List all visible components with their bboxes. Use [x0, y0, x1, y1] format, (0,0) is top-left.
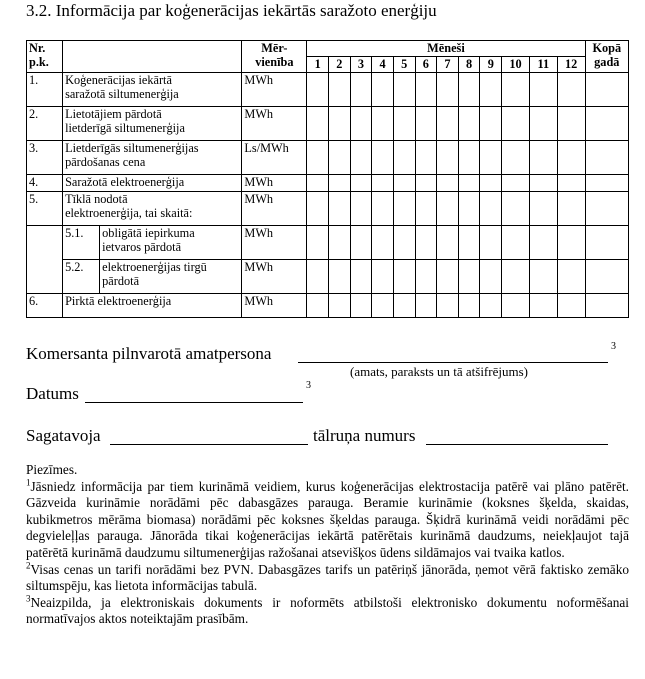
month-value-cell[interactable] [328, 192, 350, 226]
month-value-cell[interactable] [350, 192, 372, 226]
month-value-cell[interactable] [328, 226, 350, 260]
month-value-cell[interactable] [415, 192, 437, 226]
month-value-cell[interactable] [372, 260, 394, 294]
month-value-cell[interactable] [393, 107, 415, 141]
month-value-cell[interactable] [502, 73, 530, 107]
note-1: $^1$Jāsniedz informācija par tiem kurināmā veidiem, kurus koģenerācijas elektrostacija patērē vai plāno patērēt. Gāzveida kurināmie norādāmi pēc dabasgāzes parauga. Beramie kurināmie (koksnes šķelda, skaidas, kubikmetros mērāma biomasa) norādāmi pēc koksnes šķeldas parauga. Šķidrā kurināmā veidi norādāmi pēc degvieleļļas parauga. Jānorāda tikai koģenerācijas iekārtā patērētais kurināmā daudzums, neiekļaujot tajā patērētā kurināmā daudzumu siltumenerģijas ražošanai atsevišķos ūdens sildāmajos vai tvaika katlos. [26, 477, 629, 560]
month-value-cell[interactable] [350, 226, 372, 260]
month-value-cell[interactable] [502, 175, 530, 192]
month-value-cell[interactable] [350, 73, 372, 107]
month-value-cell[interactable] [480, 260, 502, 294]
month-value-cell[interactable] [415, 294, 437, 318]
row-label: elektroenerģijas tirgū pārdotā [100, 260, 242, 294]
month-value-cell[interactable] [307, 73, 329, 107]
month-value-cell[interactable] [502, 141, 530, 175]
total-value-cell[interactable] [585, 192, 628, 226]
month-value-cell[interactable] [557, 175, 585, 192]
row-unit: MWh [242, 260, 307, 294]
month-value-cell[interactable] [328, 107, 350, 141]
month-header: 6 [415, 57, 437, 73]
month-header: 9 [480, 57, 502, 73]
month-value-cell[interactable] [458, 73, 480, 107]
prepared-label: Sagatavoja [26, 426, 101, 445]
month-value-cell[interactable] [480, 192, 502, 226]
month-value-cell[interactable] [458, 107, 480, 141]
row-label: obligātā iepirkuma ietvaros pārdotā [100, 226, 242, 260]
month-value-cell[interactable] [307, 294, 329, 318]
official-hint: (amats, paraksts un tā atšifrējums) [350, 364, 528, 379]
month-value-cell[interactable] [328, 175, 350, 192]
header-months: Mēneši [307, 41, 585, 57]
month-value-cell[interactable] [393, 226, 415, 260]
month-value-cell[interactable] [307, 175, 329, 192]
month-value-cell[interactable] [557, 141, 585, 175]
month-value-cell[interactable] [393, 73, 415, 107]
month-header: 3 [350, 57, 372, 73]
month-value-cell[interactable] [480, 294, 502, 318]
row-unit: Ls/MWh [242, 141, 307, 175]
month-value-cell[interactable] [437, 141, 459, 175]
table-row [27, 294, 629, 318]
month-header: 1 [307, 57, 329, 73]
row-nr: 6. [27, 294, 63, 318]
month-value-cell[interactable] [480, 226, 502, 260]
month-value-cell[interactable] [393, 175, 415, 192]
month-header: 7 [437, 57, 459, 73]
month-value-cell[interactable] [372, 192, 394, 226]
header-total: Kopā gadā [585, 41, 628, 73]
month-value-cell[interactable] [529, 192, 557, 226]
official-label: Komersanta pilnvarotā amatpersona [26, 344, 272, 363]
notes-heading: Piezīmes. [26, 462, 78, 477]
month-value-cell[interactable] [480, 141, 502, 175]
month-value-cell[interactable] [502, 226, 530, 260]
month-header: 11 [529, 57, 557, 73]
month-value-cell[interactable] [529, 260, 557, 294]
month-value-cell[interactable] [502, 192, 530, 226]
month-header: 4 [372, 57, 394, 73]
row-nr: 2. [27, 107, 63, 141]
row-nr: 4. [27, 175, 63, 192]
month-value-cell[interactable] [350, 175, 372, 192]
month-value-cell[interactable] [372, 226, 394, 260]
total-value-cell[interactable] [585, 107, 628, 141]
row-unit: MWh [242, 294, 307, 318]
month-value-cell[interactable] [372, 73, 394, 107]
row-label: Lietotājiem pārdotā lietderīgā siltumenerģija [63, 107, 242, 141]
month-header: 12 [557, 57, 585, 73]
month-value-cell[interactable] [328, 294, 350, 318]
month-value-cell[interactable] [350, 294, 372, 318]
table-row [27, 192, 629, 226]
phone-line[interactable] [426, 444, 608, 445]
month-value-cell[interactable] [350, 107, 372, 141]
row-unit: MWh [242, 226, 307, 260]
month-value-cell[interactable] [437, 226, 459, 260]
note-3: $^3$Neaizpilda, ja elektroniskais dokuments ir noformēts atbilstoši elektronisko dokumentu noformēšanai normatīvajos aktos noteiktajām prasībām. [26, 593, 629, 627]
month-value-cell[interactable] [480, 73, 502, 107]
table-row [27, 226, 629, 260]
month-value-cell[interactable] [458, 175, 480, 192]
notes [26, 462, 629, 628]
month-value-cell[interactable] [502, 294, 530, 318]
footnote-ref: 3 [306, 380, 311, 391]
month-value-cell[interactable] [307, 260, 329, 294]
month-header: 10 [502, 57, 530, 73]
month-value-cell[interactable] [415, 141, 437, 175]
month-value-cell[interactable] [458, 294, 480, 318]
row-label: Pirktā elektroenerģija [63, 294, 242, 318]
total-value-cell[interactable] [585, 141, 628, 175]
month-value-cell[interactable] [307, 141, 329, 175]
month-header: 2 [328, 57, 350, 73]
table-row [27, 260, 629, 294]
month-value-cell[interactable] [437, 175, 459, 192]
month-value-cell[interactable] [557, 192, 585, 226]
month-value-cell[interactable] [393, 260, 415, 294]
month-value-cell[interactable] [393, 141, 415, 175]
table-row [27, 141, 629, 175]
row-subnr: 5.2. [63, 260, 100, 294]
energy-table [26, 40, 629, 318]
row-nr: 3. [27, 141, 63, 175]
month-value-cell[interactable] [437, 192, 459, 226]
total-value-cell[interactable] [585, 73, 628, 107]
month-value-cell[interactable] [502, 107, 530, 141]
date-label: Datums [26, 384, 79, 403]
month-value-cell[interactable] [557, 294, 585, 318]
month-value-cell[interactable] [328, 73, 350, 107]
month-header: 5 [393, 57, 415, 73]
month-value-cell[interactable] [437, 73, 459, 107]
month-value-cell[interactable] [529, 294, 557, 318]
month-value-cell[interactable] [372, 175, 394, 192]
month-value-cell[interactable] [307, 226, 329, 260]
row-label: Saražotā elektroenerģija [63, 175, 242, 192]
row-unit: MWh [242, 192, 307, 226]
total-value-cell[interactable] [585, 175, 628, 192]
month-value-cell[interactable] [557, 107, 585, 141]
month-value-cell[interactable] [557, 260, 585, 294]
row-label: Koģenerācijas iekārtā saražotā siltumenerģija [63, 73, 242, 107]
month-value-cell[interactable] [350, 260, 372, 294]
month-value-cell[interactable] [372, 107, 394, 141]
section-title: 3.2. Informācija par koģenerācijas iekārtās saražoto enerģiju [26, 1, 437, 20]
header-unit: Mēr- vienība [242, 41, 307, 73]
month-value-cell[interactable] [437, 107, 459, 141]
month-value-cell[interactable] [529, 73, 557, 107]
month-value-cell[interactable] [415, 107, 437, 141]
footnote-ref: 3 [611, 341, 616, 352]
month-value-cell[interactable] [328, 260, 350, 294]
month-value-cell[interactable] [529, 141, 557, 175]
month-value-cell[interactable] [415, 73, 437, 107]
month-value-cell[interactable] [529, 226, 557, 260]
month-value-cell[interactable] [529, 107, 557, 141]
total-value-cell[interactable] [585, 260, 628, 294]
row-label: Tīklā nodotā elektroenerģija, tai skaitā: [63, 192, 242, 226]
official-signature-line[interactable] [298, 362, 608, 363]
month-value-cell[interactable] [372, 141, 394, 175]
month-value-cell[interactable] [437, 260, 459, 294]
phone-label: tālruņa numurs [313, 426, 416, 445]
total-value-cell[interactable] [585, 226, 628, 260]
month-value-cell[interactable] [502, 260, 530, 294]
month-value-cell[interactable] [437, 294, 459, 318]
date-line[interactable] [85, 402, 303, 403]
month-value-cell[interactable] [393, 192, 415, 226]
month-value-cell[interactable] [415, 175, 437, 192]
month-value-cell[interactable] [372, 294, 394, 318]
month-value-cell[interactable] [557, 226, 585, 260]
total-value-cell[interactable] [585, 294, 628, 318]
month-value-cell[interactable] [328, 141, 350, 175]
row-subnr: 5.1. [63, 226, 100, 260]
month-value-cell[interactable] [458, 260, 480, 294]
table-row [27, 73, 629, 107]
note-2: $^2$Visas cenas un tarifi norādāmi bez PVN. Dabasgāzes tarifs un patēriņš jānorāda, ņemot vērā faktisko zemāko siltumspēju, kas lietota informācijas tabulā. [26, 560, 629, 594]
prepared-line[interactable] [110, 444, 308, 445]
table-row [27, 175, 629, 192]
month-value-cell[interactable] [307, 192, 329, 226]
month-value-cell[interactable] [415, 226, 437, 260]
row-nr: 5. [27, 192, 63, 226]
month-value-cell[interactable] [480, 175, 502, 192]
row-label: Lietderīgās siltumenerģijas pārdošanas cena [63, 141, 242, 175]
month-value-cell[interactable] [557, 73, 585, 107]
table-row [27, 107, 629, 141]
month-value-cell[interactable] [529, 175, 557, 192]
month-value-cell[interactable] [415, 260, 437, 294]
month-value-cell[interactable] [458, 192, 480, 226]
month-header: 8 [458, 57, 480, 73]
row-unit: MWh [242, 175, 307, 192]
row-nr: 1. [27, 73, 63, 107]
month-value-cell[interactable] [393, 294, 415, 318]
header-nr: Nr. p.k. [27, 41, 63, 73]
row-unit: MWh [242, 107, 307, 141]
month-value-cell[interactable] [307, 107, 329, 141]
month-value-cell[interactable] [480, 107, 502, 141]
row-unit: MWh [242, 73, 307, 107]
month-value-cell[interactable] [458, 226, 480, 260]
month-value-cell[interactable] [458, 141, 480, 175]
month-value-cell[interactable] [350, 141, 372, 175]
